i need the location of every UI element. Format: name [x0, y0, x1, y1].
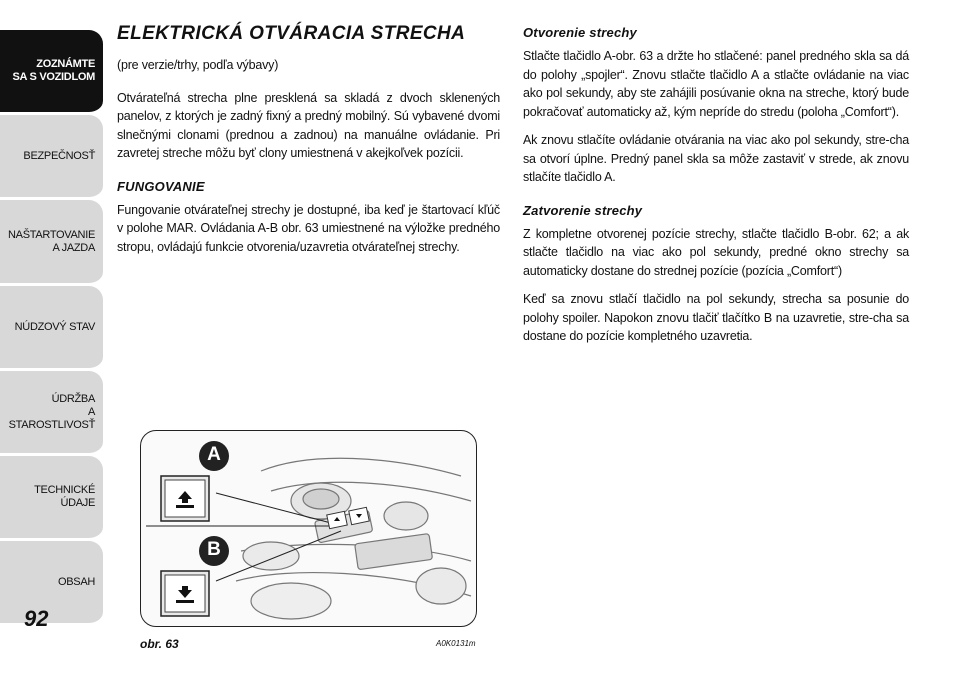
tab-label: ZOZNÁMTE SA S VOZIDLOM	[12, 58, 95, 83]
section-heading-fungovanie: FUNGOVANIE	[117, 178, 205, 194]
otvorenie-paragraph-1: Stlačte tlačidlo A-obr. 63 a držte ho stlačené: panel predného skla sa dá do polohy „spojler“. Znovu stlačte tlačidlo A a stlačte ovládanie na viac ako pol sekundy, aby ste zahájili posúvanie okna na streche, ktorý bude pokračovať automaticky až, kým nepríde do stredu (poloha „Comfort“).	[523, 49, 909, 119]
roof-open-arrow-icon[interactable]	[174, 489, 196, 509]
sidebar-navigation	[0, 0, 104, 677]
tab-nudzovy-stav[interactable]	[0, 286, 103, 371]
tab-label: OBSAH	[57, 575, 95, 588]
heading-zatvorenie-strechy: Zatvorenie strechy	[523, 202, 643, 218]
figure-code: A0K0131m	[436, 639, 476, 648]
heading-otvorenie-strechy: Otvorenie strechy	[523, 25, 637, 40]
figure-roof-controls	[140, 430, 477, 627]
figure-caption: obr. 63	[140, 637, 179, 651]
roof-close-arrow-icon[interactable]	[174, 584, 196, 604]
tab-label: BEZPEČNOSŤ	[23, 149, 95, 162]
tab-udrzba-a-starostlivost[interactable]	[0, 371, 103, 456]
zatvorenie-paragraph-2: Keď sa znovu stlačí tlačidlo na pol sekundy, strecha sa posunie do polohy spoiler. Napokon znovu tlačiť tlačítko B na uzavretie, stre-cha sa dostane do pozície kompletného uzavretia.	[523, 292, 909, 343]
tab-label: NÚDZOVÝ STAV	[14, 320, 95, 333]
fungovanie-paragraph: Fungovanie otvárateľnej strechy je dostupné, iba keď je štartovací kľúč v polohe MAR. Ovládania A-B obr. 63 umiestnené na výložke predného stropu, ovládajú funkcie otvorenia/uzavretia otvárateľnej strechy.	[117, 202, 500, 254]
tab-zoznamte-sa-s-vozidlom[interactable]	[0, 30, 103, 115]
tab-nastartovanie-a-jazda[interactable]	[0, 200, 103, 286]
otvorenie-paragraph-2: Ak znovu stlačíte ovládanie otvárania na viac ako pol sekundy, stre-cha sa otvorí úplne. Predný panel skla sa môže zastaviť v strede, ak znovu stlačíte tlačidlo A.	[523, 133, 909, 184]
label-b: B	[207, 539, 221, 560]
tab-label: ÚDRŽBA A STAROSTLIVOSŤ	[8, 392, 95, 431]
tab-bezpecnost[interactable]	[0, 115, 103, 200]
tab-label: TECHNICKÉ ÚDAJE	[34, 484, 95, 509]
tab-label: NAŠTARTOVANIE A JAZDA	[8, 228, 95, 254]
right-column	[523, 24, 909, 356]
tab-technicke-udaje[interactable]	[0, 456, 103, 541]
intro-paragraph: Otvárateľná strecha plne presklená sa skladá z dvoch sklenených panelov, z ktorých je zadný fixný a predný mobilný. Sú vybavené dvomi slnečnými clonami (prednou a zadnou) na manuálne ovládanie. Pri zavretej streche môžu byť clony umiestnená v akejkoľvek pozícii.	[117, 90, 500, 160]
zatvorenie-paragraph-1: Z kompletne otvorenej pozície strechy, stlačte tlačidlo B-obr. 62; a ak stlačte tlačidlo na viac ako pol sekundy, predné okno strechy sa automaticky dostane do strednej pozície (pozícia „Comfort“)	[523, 226, 909, 278]
tab-obsah[interactable]	[0, 541, 103, 626]
console-button-icons	[326, 505, 386, 535]
left-column	[117, 22, 500, 266]
label-a: A	[207, 444, 221, 465]
page-number: 92	[24, 606, 49, 631]
subtitle: (pre verzie/trhy, podľa výbavy)	[117, 58, 279, 72]
page-title: ELEKTRICKÁ OTVÁRACIA STRECHA	[117, 23, 466, 44]
